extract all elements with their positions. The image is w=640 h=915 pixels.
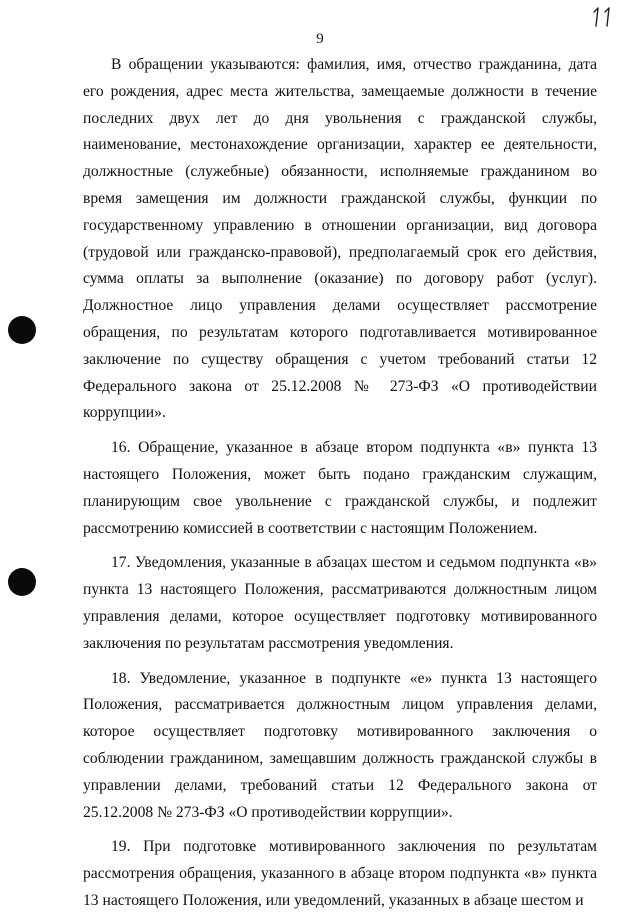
handwritten-page-number [588,6,618,33]
punch-hole-bottom [8,568,36,596]
paragraph-19: 19. При подготовке мотивированного заключения по результатам рассмотрения обращения, указанного в абзаце втором подпункта «в» пункта 13 настоящего Положения, или уведомлений, указанных в абзаце шестом и [83,838,597,909]
paragraph-18: 18. Уведомление, указанное в подпункте «е» пункта 13 настоящего Положения, рассматривается должностным лицом управления делами, которое осуществляет подготовку мотивированного заключения о соблюдении гражданином, замещавшим должность гражданской службы в управлении делами, требований статьи 12 Федерального закона от 25.12.2008 № 273-ФЗ «О противодействии коррупции». [83,669,597,821]
paragraph-16: 16. Обращение, указанное в абзаце втором подпункта «в» пункта 13 настоящего Положения, может быть подано гражданским служащим, планирующим свое увольнение с гражданской службы, и подлежит рассмотрению комиссией в соответствии с настоящим Положением. [83,439,597,537]
page-number: 9 [316,31,324,47]
punch-hole-top [8,316,36,344]
paragraph-appeal-contents: В обращении указываются: фамилия, имя, отчество гражданина, дата его рождения, адрес места жительства, замещаемые должности в течение последних двух лет до дня увольнения с гражданской службы, наименование, местонахождение организации, характер ее деятельности, должностные (служебные) обязанности, исполняемые гражданином во время замещения им должности гражданской службы, функции по государственному управлению в отношении организации, вид договора (трудовой или гражданско-правовой), предполагаемый срок его действия, сумма оплаты за выполнение (оказание) по договору работ (услуг). Должностное лицо управления делами осуществляет рассмотрение обращения, по результатам которого подготавливается мотивированное заключение по существу обращения с учетом требований статьи 12 Федерального закона от 25.12.2008 № 273-ФЗ «О противодействии коррупции». [83,56,597,422]
paragraph-17: 17. Уведомления, указанные в абзацах шестом и седьмом подпункта «в» пункта 13 настоящего Положения, рассматриваются должностным лицом управления делами, которое осуществляет подготовку мотивированного заключения по результатам рассмотрения уведомления. [83,554,597,652]
document-body [83,52,597,915]
